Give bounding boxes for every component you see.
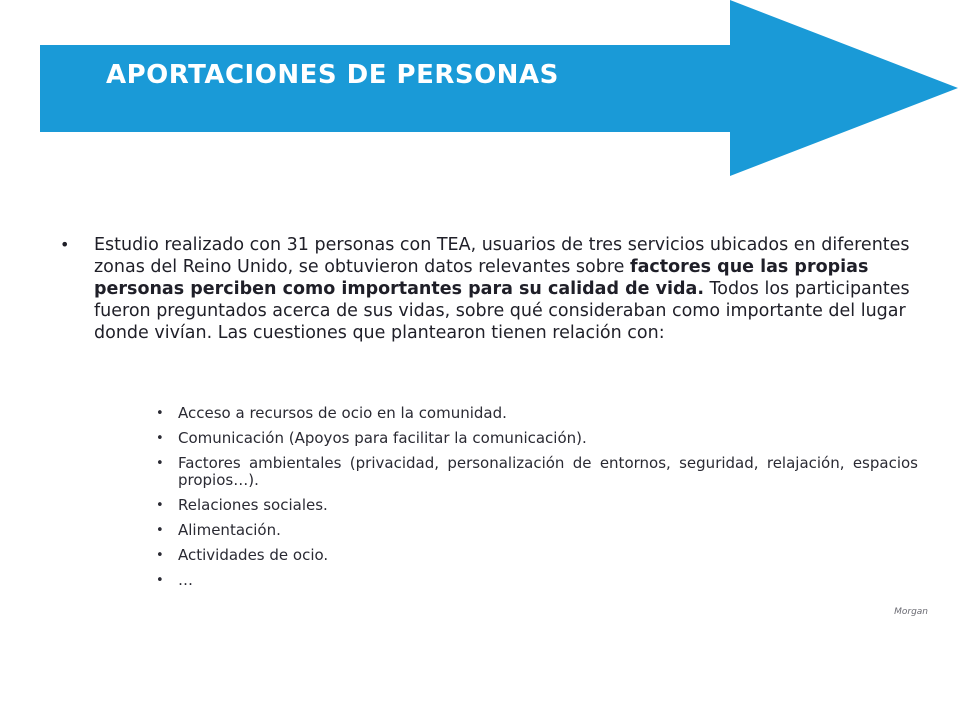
bullet-icon: • <box>156 406 164 421</box>
sub-list-item <box>156 547 918 564</box>
bullet-icon: • <box>156 431 164 446</box>
citation: Morgan <box>894 607 928 617</box>
sub-item-text: Factores ambientales (privacidad, personalización de entornos, seguridad, relajación, espacios propios…). <box>178 454 918 489</box>
sub-item-text: … <box>178 571 193 589</box>
sub-list-item <box>156 497 918 514</box>
bullet-icon: • <box>156 573 164 588</box>
sub-item-text: Comunicación (Apoyos para facilitar la comunicación). <box>178 429 587 447</box>
sub-list-item <box>156 455 918 489</box>
sub-list-item <box>156 572 918 589</box>
main-text-emphasis: factores que las propias personas perciben como importantes para su calidad de vida. <box>94 257 869 299</box>
bullet-icon: • <box>156 548 164 563</box>
page-title: APORTACIONES DE PERSONAS <box>106 60 559 90</box>
title-banner <box>0 0 960 180</box>
main-list-item <box>60 234 930 344</box>
bullet-icon: • <box>156 498 164 513</box>
main-list <box>60 234 930 344</box>
main-text-intro: Estudio realizado con 31 personas con TEA, usuarios de tres servicios ubicados en diferentes zonas del Reino Unido, se obtuvieron datos relevantes sobre <box>94 235 910 277</box>
sub-list <box>156 405 918 597</box>
arrow-shape <box>0 0 960 180</box>
sub-item-text: Relaciones sociales. <box>178 496 328 514</box>
sub-item-text: Acceso a recursos de ocio en la comunidad. <box>178 404 507 422</box>
sub-list-item <box>156 405 918 422</box>
sub-list-item <box>156 430 918 447</box>
bullet-icon: • <box>60 235 70 254</box>
sub-item-text: Actividades de ocio. <box>178 546 329 564</box>
main-text-rest: Todos los participantes fueron preguntados acerca de sus vidas, sobre qué consideraban como importante del lugar donde vivían. Las cuestiones que plantearon tienen relación con: <box>94 279 910 343</box>
bullet-icon: • <box>156 456 164 471</box>
sub-list-item <box>156 522 918 539</box>
sub-item-text: Alimentación. <box>178 521 281 539</box>
bullet-icon: • <box>156 523 164 538</box>
